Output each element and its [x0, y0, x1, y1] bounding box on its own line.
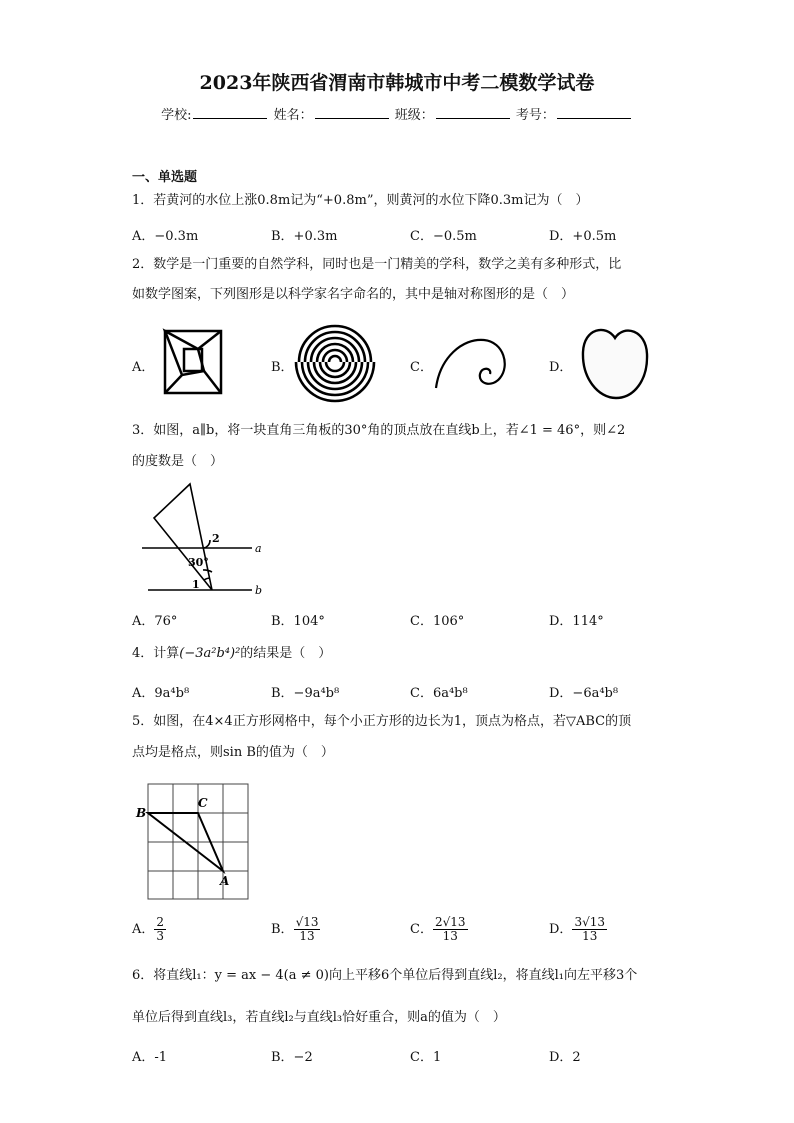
q2-option-d[interactable]: D．	[549, 360, 573, 375]
q5-option-c-label: C．	[410, 922, 433, 937]
q1-option-a[interactable]: A．−0.3m	[132, 229, 199, 244]
question-1-stem: 1．若黄河的水位上涨0.8m记为“+0.8m”，则黄河的水位下降0.3m记为（ ）	[132, 193, 589, 208]
q2-option-a[interactable]: A．	[132, 360, 155, 375]
question-4-stem	[132, 646, 331, 662]
label-vertex-c: C	[198, 796, 208, 810]
question-2-line1: 2．数学是一门重要的自然学科，同时也是一门精美的学科，数学之美有多种形式，比	[132, 257, 622, 272]
question-3-line1: 3．如图，a∥b，将一块直角三角板的30°角的顶点放在直线b上，若∠1 = 46°，则∠2	[132, 423, 626, 438]
q2-option-b[interactable]: B．	[271, 360, 294, 375]
q6-option-c[interactable]: C．1	[410, 1050, 442, 1065]
label-angle-1: 1	[192, 578, 200, 591]
q4-expression: (−3a²b⁴)²	[179, 646, 241, 661]
q5-option-c-fraction	[433, 916, 468, 943]
q4-option-a[interactable]: A．9a⁴b⁸	[132, 686, 190, 701]
label-30-degrees: 30°	[188, 556, 209, 569]
label-b: b	[255, 584, 263, 597]
student-info-line	[0, 104, 794, 123]
q5-option-d[interactable]	[549, 916, 607, 943]
spiral-curve-figure	[432, 330, 514, 392]
label-a: a	[255, 542, 262, 555]
q4-stem-pre: 4．计算	[132, 646, 180, 661]
fraction-denominator: 13	[442, 929, 458, 943]
q5-option-b-fraction	[294, 916, 321, 943]
q2-option-c[interactable]: C．	[410, 360, 433, 375]
q1-option-b[interactable]: B．+0.3m	[271, 229, 338, 244]
name-field[interactable]	[315, 106, 389, 119]
question-5-line1: 5．如图，在4×4正方形网格中，每个小正方形的边长为1，顶点为格点，若▽ABC的顶	[132, 714, 632, 729]
class-field[interactable]	[436, 106, 510, 119]
heart-curve-figure	[578, 322, 652, 402]
fraction-numerator: 2√13	[434, 915, 466, 929]
q5-option-d-label: D．	[549, 922, 573, 937]
q1-option-c[interactable]: C．−0.5m	[410, 229, 477, 244]
label-vertex-b: B	[136, 806, 147, 820]
q5-option-a-fraction	[154, 916, 166, 943]
fraction-numerator: 3√13	[574, 915, 605, 929]
q5-option-d-fraction	[572, 916, 607, 943]
q4-stem-post: 的结果是（ ）	[240, 646, 332, 661]
grid-triangle-figure	[134, 780, 258, 906]
set-square	[154, 484, 212, 590]
q5-option-b[interactable]	[271, 916, 320, 943]
pinwheel-square-figure	[162, 327, 224, 397]
school-label: 学校:	[161, 108, 192, 123]
q5-option-b-label: B．	[271, 922, 294, 937]
q3-option-b[interactable]: B．104°	[271, 614, 325, 629]
q4-option-c[interactable]: C．6a⁴b⁸	[410, 686, 468, 701]
q1-option-d[interactable]: D．+0.5m	[549, 229, 617, 244]
question-6-line2: 单位后得到直线l₃，若直线l₂与直线l₃恰好重合，则a的值为（ ）	[132, 1010, 506, 1025]
question-5-line2: 点均是格点，则sin B的值为（ ）	[132, 745, 334, 760]
number-field[interactable]	[557, 106, 631, 119]
q4-option-d[interactable]: D．−6a⁴b⁸	[549, 686, 619, 701]
name-label: 姓名：	[273, 108, 313, 123]
fraction-denominator: 13	[582, 929, 598, 943]
question-2-line2: 如数学图案，下列图形是以科学家名字命名的，其中是轴对称图形的是（ ）	[132, 287, 575, 302]
q3-option-d[interactable]: D．114°	[549, 614, 604, 629]
class-label: 班级：	[394, 108, 434, 123]
fraction-denominator: 13	[299, 929, 315, 943]
q6-option-a[interactable]: A．-1	[132, 1050, 168, 1065]
q5-option-c[interactable]	[410, 916, 468, 943]
number-label: 考号：	[515, 108, 555, 123]
school-field[interactable]	[193, 106, 267, 119]
q3-option-c[interactable]: C．106°	[410, 614, 465, 629]
q6-option-d[interactable]: D．2	[549, 1050, 581, 1065]
q4-option-b[interactable]: B．−9a⁴b⁸	[271, 686, 340, 701]
fraction-numerator: 2	[156, 915, 165, 929]
label-angle-2: 2	[212, 532, 220, 545]
spiral-rings-figure	[290, 318, 380, 406]
q6-option-b[interactable]: B．−2	[271, 1050, 313, 1065]
question-6-line1: 6．将直线l₁：y = ax − 4(a ≠ 0)向上平移6个单位后得到直线l₂，将直线l₁向左平移3个	[132, 968, 638, 983]
q5-option-a[interactable]	[132, 916, 166, 943]
label-vertex-a: A	[220, 874, 230, 888]
fraction-denominator: 3	[156, 929, 165, 943]
q5-option-a-label: A．	[132, 922, 155, 937]
triangle-parallel-lines-figure	[140, 478, 270, 598]
fraction-numerator: √13	[295, 915, 319, 929]
q3-option-a[interactable]: A．76°	[132, 614, 178, 629]
question-3-line2: 的度数是（ ）	[132, 454, 224, 469]
section-heading: 一、单选题	[132, 170, 198, 185]
page-title: 2023年陕西省渭南市韩城市中考二模数学试卷	[199, 72, 595, 94]
